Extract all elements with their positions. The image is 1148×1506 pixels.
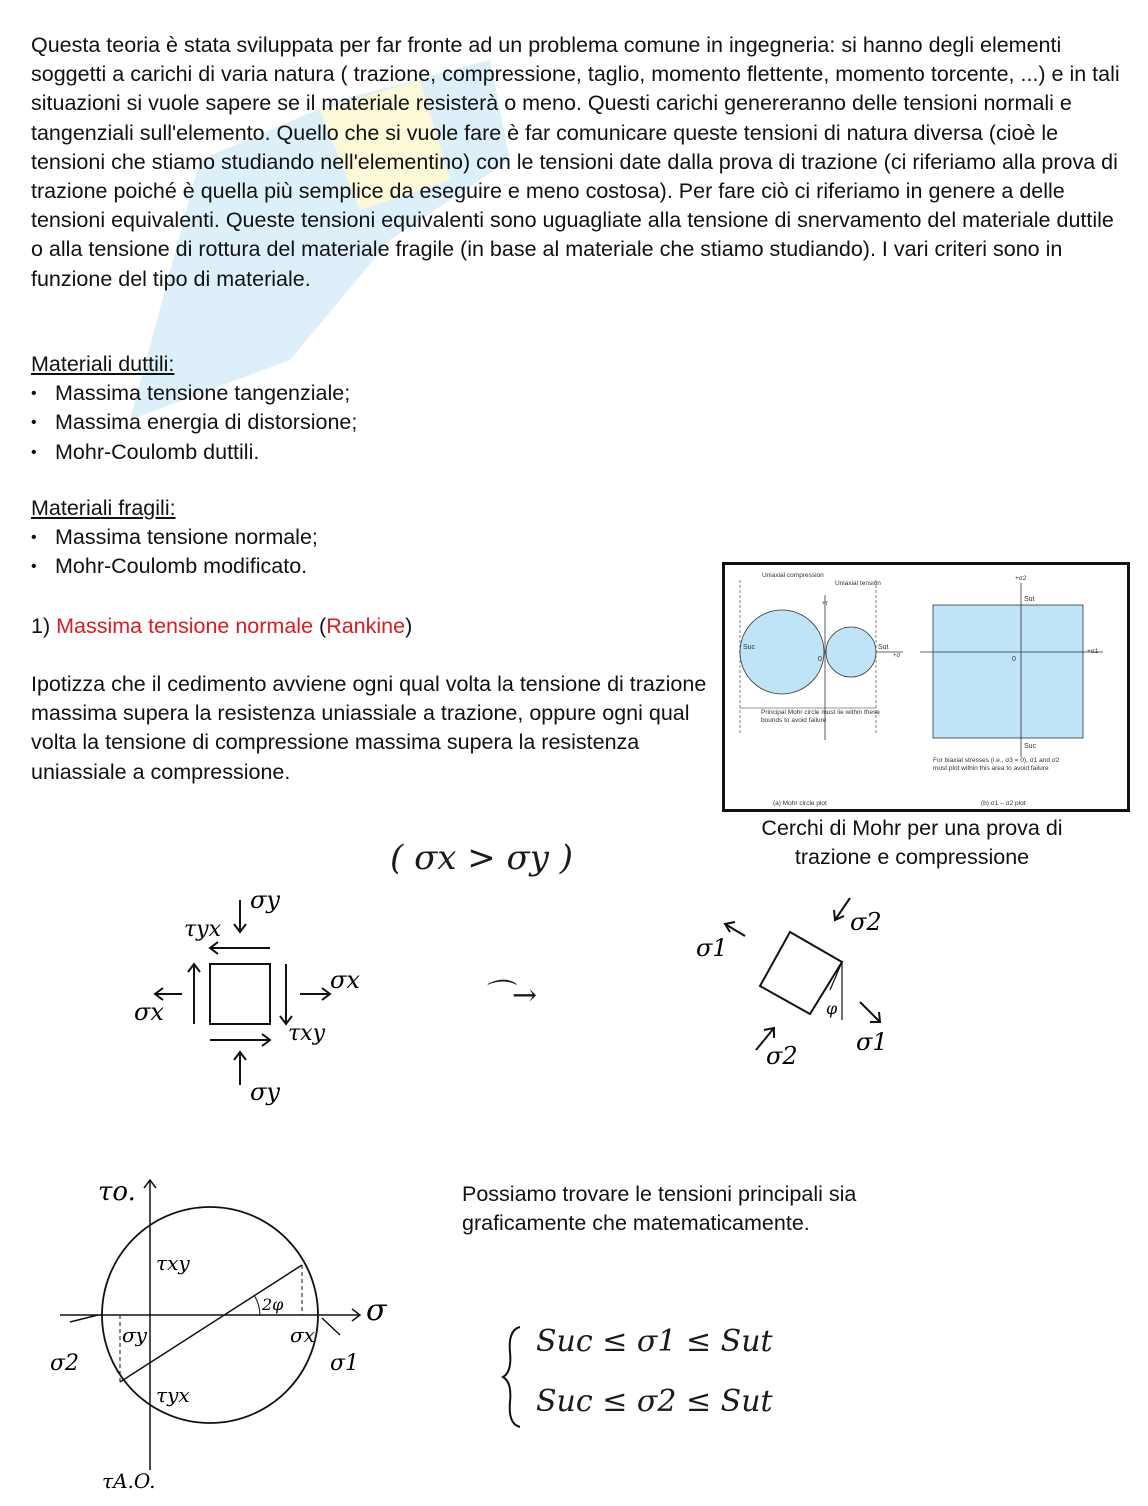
right-sigma2-label: +σ2 [1015,575,1027,582]
tension-circle [826,627,876,677]
fragile-section [31,494,631,582]
ductile-list [31,379,631,467]
right-sut: Sut [1024,596,1035,603]
right-sublabel: (b) σ1 – σ2 plot [981,800,1026,807]
label-sigma-x-right: σx [330,966,360,994]
left-suc: Suc [743,644,756,651]
left-sigma-label: +σ [893,653,901,659]
list-item: • Massima tensione tangenziale; [31,379,631,408]
rotation-arrow: ⌒→ [482,978,538,1013]
label-sigma1-left: σ1 [696,934,728,962]
mohr-figure [722,562,1130,812]
left-origin: 0 [818,656,822,663]
section-description: Ipotizza che il cedimento avviene ogni qual volta la tensione di trazione massima supera la resistenza uniassiale a trazione, oppure ogni qual volta la tensione di compressione massima supera la resistenza uniassiale a compressione. [31,672,707,784]
inequality-2: Suc ≤ σ2 ≤ Sut [536,1384,773,1419]
label-sigma-x: σx [290,1323,315,1347]
list-item: • Massima tensione normale; [31,523,631,552]
right-note: For biaxial stresses (i.e., σ3 = 0), σ1 and σ2 must plot within this area to avoid failure [933,757,1060,772]
right-suc: Suc [1024,743,1037,750]
stress-element-sketch [130,880,370,1120]
brace-icon [500,1322,530,1432]
intro-paragraph [31,31,1121,294]
right-origin: 0 [1012,656,1016,663]
label-tau-o: τo. [98,1177,136,1207]
section-title: Massima tensione normale [56,614,314,638]
intro-text: Questa teoria è stata sviluppata per far fronte ad un problema comune in ingegneria: si hanno degli elementi soggetti a carichi di varia natura ( trazione, compressione, taglio, momento flettente, momento torcente, ...) e in tali situazioni si vuole sapere se il materiale resisterà o meno. Questi carichi genereranno delle tensioni normali e tangenziali sull'elemento. Quello che si vuole fare è far comunicare queste tensioni di natura diversa (cioè le tensioni che stiamo studiando nell'elementino) con le tensioni date dalla prova di trazione (ci riferiamo alla prova di trazione poiché è quella più semplice da eseguire e meno costosa). Per fare ciò ci riferiamo in genere a delle tensioni equivalenti. Queste tensioni equivalenti sono uguagliate alla tensione di snervamento del materiale duttile o alla tensione di rottura del materiale fragile (in base al materiale che stiamo studiando). I vari criteri sono in funzione del tipo di materiale. [31,33,1120,291]
list-item: • Massima energia di distorsione; [31,408,631,437]
label-sigma-y-top: σy [250,886,280,914]
label-sigma1-right: σ1 [856,1028,888,1056]
label-sigma2-top: σ2 [850,908,882,936]
condition-note: ( σx > σy ) [390,838,574,878]
compression-circle [740,610,824,694]
label-tau-xy: τxy [288,1021,326,1046]
left-sut: Sut [878,644,889,651]
fragile-list [31,523,631,581]
label-phi: φ [826,999,838,1018]
left-note: Principal Mohr circle must lie within these bounds to avoid failure [761,709,880,724]
label-sigma2-bottom: σ2 [766,1042,798,1070]
fragile-heading: Materiali fragili: [31,496,176,520]
figure-caption: Cerchi di Mohr per una prova di trazione e compressione [761,816,1063,870]
list-item: • Mohr-Coulomb duttili. [31,438,631,467]
right-sigma1-label: +σ1 [1087,648,1099,655]
label-tension: Uniaxial tension [835,580,881,587]
ductile-section [31,350,631,467]
label-sigma-y: σy [122,1323,147,1347]
paren-close: ) [405,614,413,638]
ductile-heading: Materiali duttili: [31,352,175,376]
label-sigma-x-left: σx [134,998,164,1026]
element-square [210,964,270,1024]
label-sigma1: σ1 [330,1351,360,1376]
inequality-1: Suc ≤ σ1 ≤ Sut [536,1324,773,1359]
rotated-element-sketch [690,890,920,1080]
list-item: • Mohr-Coulomb modificato. [31,552,631,581]
left-tau-label: +τ [822,601,828,607]
section-author: Rankine [326,614,406,638]
label-compression: Uniaxial compression [762,572,824,579]
safe-area [933,605,1083,738]
label-sigma2: σ2 [50,1351,80,1376]
diameter-line [120,1265,302,1382]
section-number: 1) [31,614,51,638]
label-2phi: 2φ [262,1295,284,1314]
label-tau-yx: τyx [184,917,222,942]
right-note-box [933,757,1073,793]
label-tau-yx: τyx [156,1383,190,1407]
mohr-figure-svg [725,565,1127,809]
mohr-circle-sketch [40,1170,420,1500]
principal-text: Possiamo trovare le tensioni principali sia graficamente che matematicamente. [462,1182,857,1236]
label-sigma-axis: σ [366,1293,387,1328]
label-tau-ao: τA.O. [102,1469,156,1493]
left-note-box [761,709,881,749]
paren-open: ( [319,614,327,638]
label-sigma-y-bottom: σy [250,1078,280,1106]
left-sublabel: (a) Mohr circle plot [773,800,827,807]
label-tau-xy: τxy [156,1251,190,1275]
section-heading [31,612,412,641]
